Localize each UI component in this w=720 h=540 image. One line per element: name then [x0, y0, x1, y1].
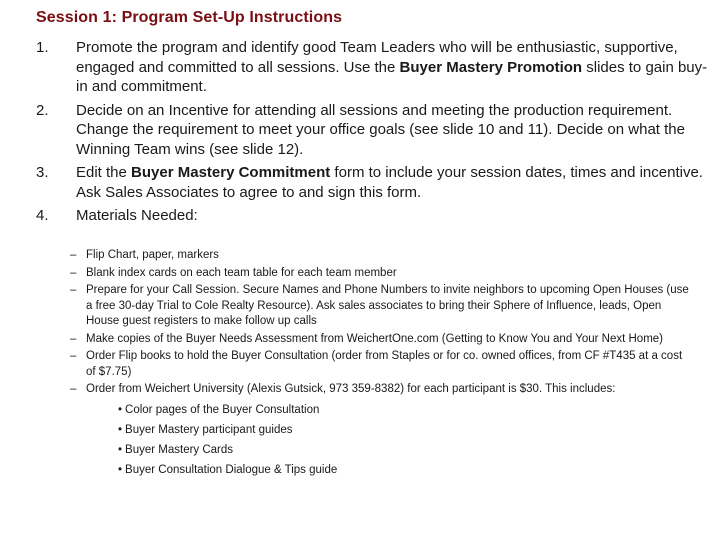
bold-term: Buyer Mastery Commitment — [131, 164, 331, 181]
dash-marker: – — [70, 266, 77, 279]
material-item — [70, 349, 690, 380]
numbered-item — [36, 38, 708, 97]
item-text — [76, 101, 708, 160]
material-text: Prepare for your Call Session. Secure Names and Phone Numbers to invite neighbors to upcoming Open Houses (use a free 30-day Trial to Cole Realty Resource). Ask sales associates to bring their Sphere of Influence, leads, Open House guest registers to make follow up calls — [86, 284, 689, 327]
include-text: Color pages of the Buyer Consultation — [125, 403, 320, 416]
material-text: Order from Weichert University (Alexis Gutsick, 973 359-8382) for each participant is $30. This includes: — [86, 383, 616, 395]
include-item — [118, 420, 690, 440]
text-run: Decide on an Incentive for attending all sessions and meeting the production requirement. Change the requirement to meet your office goals (see slide 10 and 11). Decide on what the Winning Team wins (see slide 12). — [76, 101, 685, 158]
material-item — [70, 248, 690, 264]
dash-marker: – — [70, 249, 77, 261]
include-item — [118, 440, 690, 460]
numbered-item — [36, 163, 708, 202]
item-number: 1. — [36, 39, 49, 56]
include-text: Buyer Mastery participant guides — [125, 423, 293, 436]
include-item — [118, 460, 690, 480]
numbered-list — [36, 38, 708, 230]
bold-term: Buyer Mastery Promotion — [399, 58, 583, 76]
numbered-item — [36, 206, 708, 226]
dash-marker: – — [70, 383, 77, 395]
text-run: Edit the — [76, 164, 132, 181]
material-text: Blank index cards on each team table for each team member — [86, 266, 397, 279]
item-number: 4. — [36, 207, 49, 224]
material-item — [70, 332, 690, 348]
item-text — [76, 38, 708, 97]
material-text: Order Flip books to hold the Buyer Consultation (order from Staples or for co. owned offices, from CF #T435 at a cost of $7.75) — [86, 350, 683, 378]
material-item — [70, 283, 690, 330]
bullet-icon: • — [118, 443, 123, 456]
bullet-icon: • — [118, 423, 123, 436]
material-text: Make copies of the Buyer Needs Assessment from WeichertOne.com (Getting to Know You and Your Next Home) — [86, 332, 663, 345]
material-text: Flip Chart, paper, markers — [86, 249, 219, 261]
materials-list — [70, 248, 690, 480]
material-item — [70, 382, 690, 398]
dash-marker: – — [70, 350, 77, 362]
dash-marker: – — [70, 284, 77, 296]
item-text — [76, 163, 708, 202]
includes-list — [70, 400, 690, 480]
bullet-icon: • — [118, 463, 123, 476]
text-run: Promote the program and identify good Team Leaders who will be enthusiastic, supportive, engaged and committed to all sessions. Use the — [76, 39, 678, 76]
text-run: Materials Needed: — [76, 207, 198, 224]
item-number: 3. — [36, 164, 49, 181]
material-item — [70, 266, 690, 282]
text-run: slides to gain buy-in and commitment. — [76, 58, 708, 95]
page-title: Session 1: Program Set-Up Instructions — [36, 9, 343, 26]
include-item — [118, 400, 690, 420]
item-number: 2. — [36, 101, 49, 119]
text-run: form to include your session dates, times and incentive. Ask Sales Associates to agree to and sign this form. — [76, 164, 703, 201]
dash-marker: – — [70, 332, 77, 345]
include-text: Buyer Consultation Dialogue & Tips guide — [125, 463, 338, 476]
numbered-item — [36, 101, 708, 160]
bullet-icon: • — [118, 403, 123, 416]
item-text — [76, 206, 708, 226]
include-text: Buyer Mastery Cards — [125, 443, 234, 456]
